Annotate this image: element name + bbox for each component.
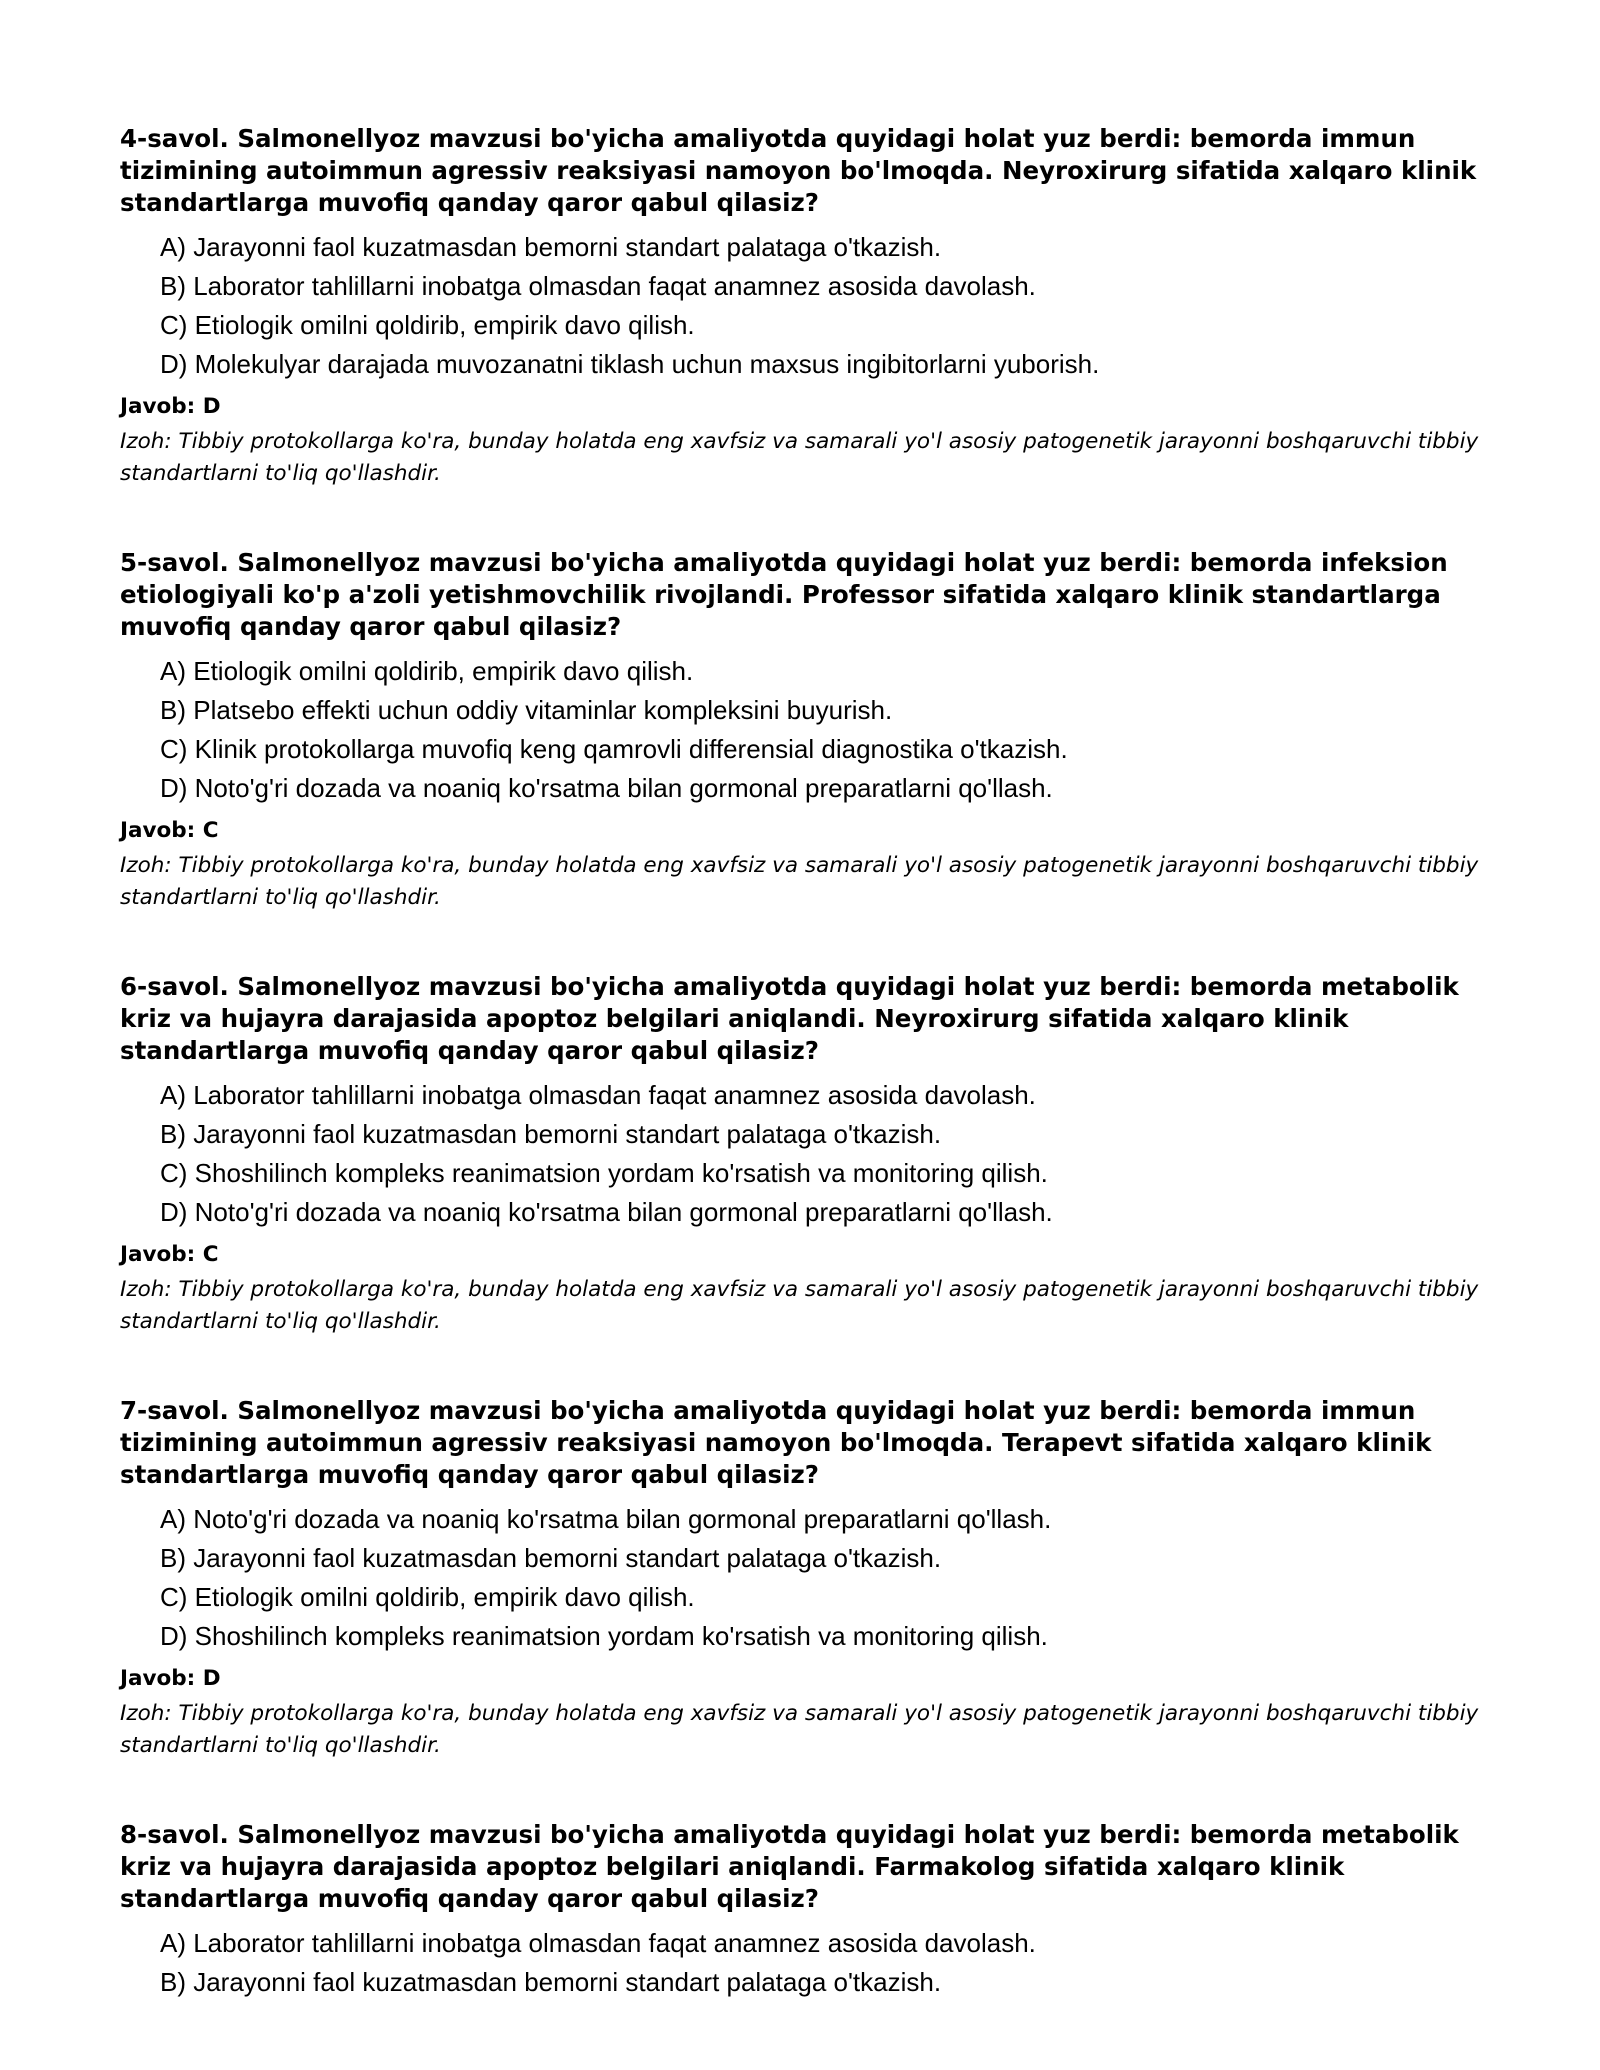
option-a: A) Laborator tahlillarni inobatga olmasdan faqat anamnez asosida davolash. <box>160 1080 1036 1110</box>
option-a: A) Etiologik omilni qoldirib, empirik davo qilish. <box>160 656 694 686</box>
question-title: 8-savol. Salmonellyoz mavzusi bo'yicha amaliyotda quyidagi holat yuz berdi: bemorda metabolik kriz va hujayra darajasida apoptoz belgilari aniqlandi. Farmakolog sifatida xalqaro klinik standartlarga muvofiq qanday qaror qabul qilasiz? <box>120 1820 1459 1913</box>
option-d: D) Noto'g'ri dozada va noaniq ko'rsatma bilan gormonal preparatlarni qo'llash. <box>160 773 1053 803</box>
question-block-8 <box>120 1819 1500 2002</box>
option-c: C) Etiologik omilni qoldirib, empirik davo qilish. <box>160 310 695 340</box>
explanation-text: Izoh: Tibbiy protokollarga ko'ra, bunday holatda eng xavfsiz va samarali yo'l asosiy patogenetik jarayonni boshqaruvchi tibbiy standartlarni to'liq qo'llashdir. <box>120 853 1479 910</box>
options-list <box>120 652 1500 808</box>
answer-label: Javob: D <box>120 1666 221 1691</box>
answer-label: Javob: C <box>120 818 219 843</box>
question-block-5 <box>120 547 1500 914</box>
option-c: C) Shoshilinch kompleks reanimatsion yordam ko'rsatish va monitoring qilish. <box>160 1158 1048 1188</box>
question-block-7 <box>120 1395 1500 1762</box>
option-b: B) Jarayonni faol kuzatmasdan bemorni standart palataga o'tkazish. <box>160 1967 942 1997</box>
option-d: D) Shoshilinch kompleks reanimatsion yordam ko'rsatish va monitoring qilish. <box>160 1621 1048 1651</box>
explanation-text: Izoh: Tibbiy protokollarga ko'ra, bunday holatda eng xavfsiz va samarali yo'l asosiy patogenetik jarayonni boshqaruvchi tibbiy standartlarni to'liq qo'llashdir. <box>120 429 1479 486</box>
option-a: A) Noto'g'ri dozada va noaniq ko'rsatma bilan gormonal preparatlarni qo'llash. <box>160 1504 1052 1534</box>
option-b: B) Jarayonni faol kuzatmasdan bemorni standart palataga o'tkazish. <box>160 1119 942 1149</box>
options-list <box>120 1500 1500 1656</box>
option-b: B) Platsebo effekti uchun oddiy vitaminlar kompleksini buyurish. <box>160 695 893 725</box>
explanation-text: Izoh: Tibbiy protokollarga ko'ra, bunday holatda eng xavfsiz va samarali yo'l asosiy patogenetik jarayonni boshqaruvchi tibbiy standartlarni to'liq qo'llashdir. <box>120 1277 1479 1334</box>
option-d: D) Noto'g'ri dozada va noaniq ko'rsatma bilan gormonal preparatlarni qo'llash. <box>160 1197 1053 1227</box>
explanation-text: Izoh: Tibbiy protokollarga ko'ra, bunday holatda eng xavfsiz va samarali yo'l asosiy patogenetik jarayonni boshqaruvchi tibbiy standartlarni to'liq qo'llashdir. <box>120 1701 1479 1758</box>
question-title: 7-savol. Salmonellyoz mavzusi bo'yicha amaliyotda quyidagi holat yuz berdi: bemorda immun tizimining autoimmun agressiv reaksiyasi namoyon bo'lmoqda. Terapevt sifatida xalqaro klinik standartlarga muvofiq qanday qaror qabul qilasiz? <box>120 1396 1432 1489</box>
option-a: A) Jarayonni faol kuzatmasdan bemorni standart palataga o'tkazish. <box>160 232 942 262</box>
question-title: 4-savol. Salmonellyoz mavzusi bo'yicha amaliyotda quyidagi holat yuz berdi: bemorda immun tizimining autoimmun agressiv reaksiyasi namoyon bo'lmoqda. Neyroxirurg sifatida xalqaro klinik standartlarga muvofiq qanday qaror qabul qilasiz? <box>120 124 1477 217</box>
document-page <box>120 123 1500 2059</box>
options-list <box>120 228 1500 384</box>
option-c: C) Klinik protokollarga muvofiq keng qamrovli differensial diagnostika o'tkazish. <box>160 734 1068 764</box>
option-d: D) Molekulyar darajada muvozanatni tiklash uchun maxsus ingibitorlarni yuborish. <box>160 349 1100 379</box>
option-b: B) Laborator tahlillarni inobatga olmasdan faqat anamnez asosida davolash. <box>160 271 1036 301</box>
answer-label: Javob: C <box>120 1242 219 1267</box>
question-title: 6-savol. Salmonellyoz mavzusi bo'yicha amaliyotda quyidagi holat yuz berdi: bemorda metabolik kriz va hujayra darajasida apoptoz belgilari aniqlandi. Neyroxirurg sifatida xalqaro klinik standartlarga muvofiq qanday qaror qabul qilasiz? <box>120 972 1459 1065</box>
answer-label: Javob: D <box>120 394 221 419</box>
options-list <box>120 1924 1500 2002</box>
question-block-6 <box>120 971 1500 1338</box>
option-c: C) Etiologik omilni qoldirib, empirik davo qilish. <box>160 1582 695 1612</box>
option-a: A) Laborator tahlillarni inobatga olmasdan faqat anamnez asosida davolash. <box>160 1928 1036 1958</box>
question-block-4 <box>120 123 1500 490</box>
option-b: B) Jarayonni faol kuzatmasdan bemorni standart palataga o'tkazish. <box>160 1543 942 1573</box>
options-list <box>120 1076 1500 1232</box>
question-title: 5-savol. Salmonellyoz mavzusi bo'yicha amaliyotda quyidagi holat yuz berdi: bemorda infeksion etiologiyali ko'p a'zoli yetishmovchilik rivojlandi. Professor sifatida xalqaro klinik standartlarga muvofiq qanday qaror qabul qilasiz? <box>120 548 1448 641</box>
